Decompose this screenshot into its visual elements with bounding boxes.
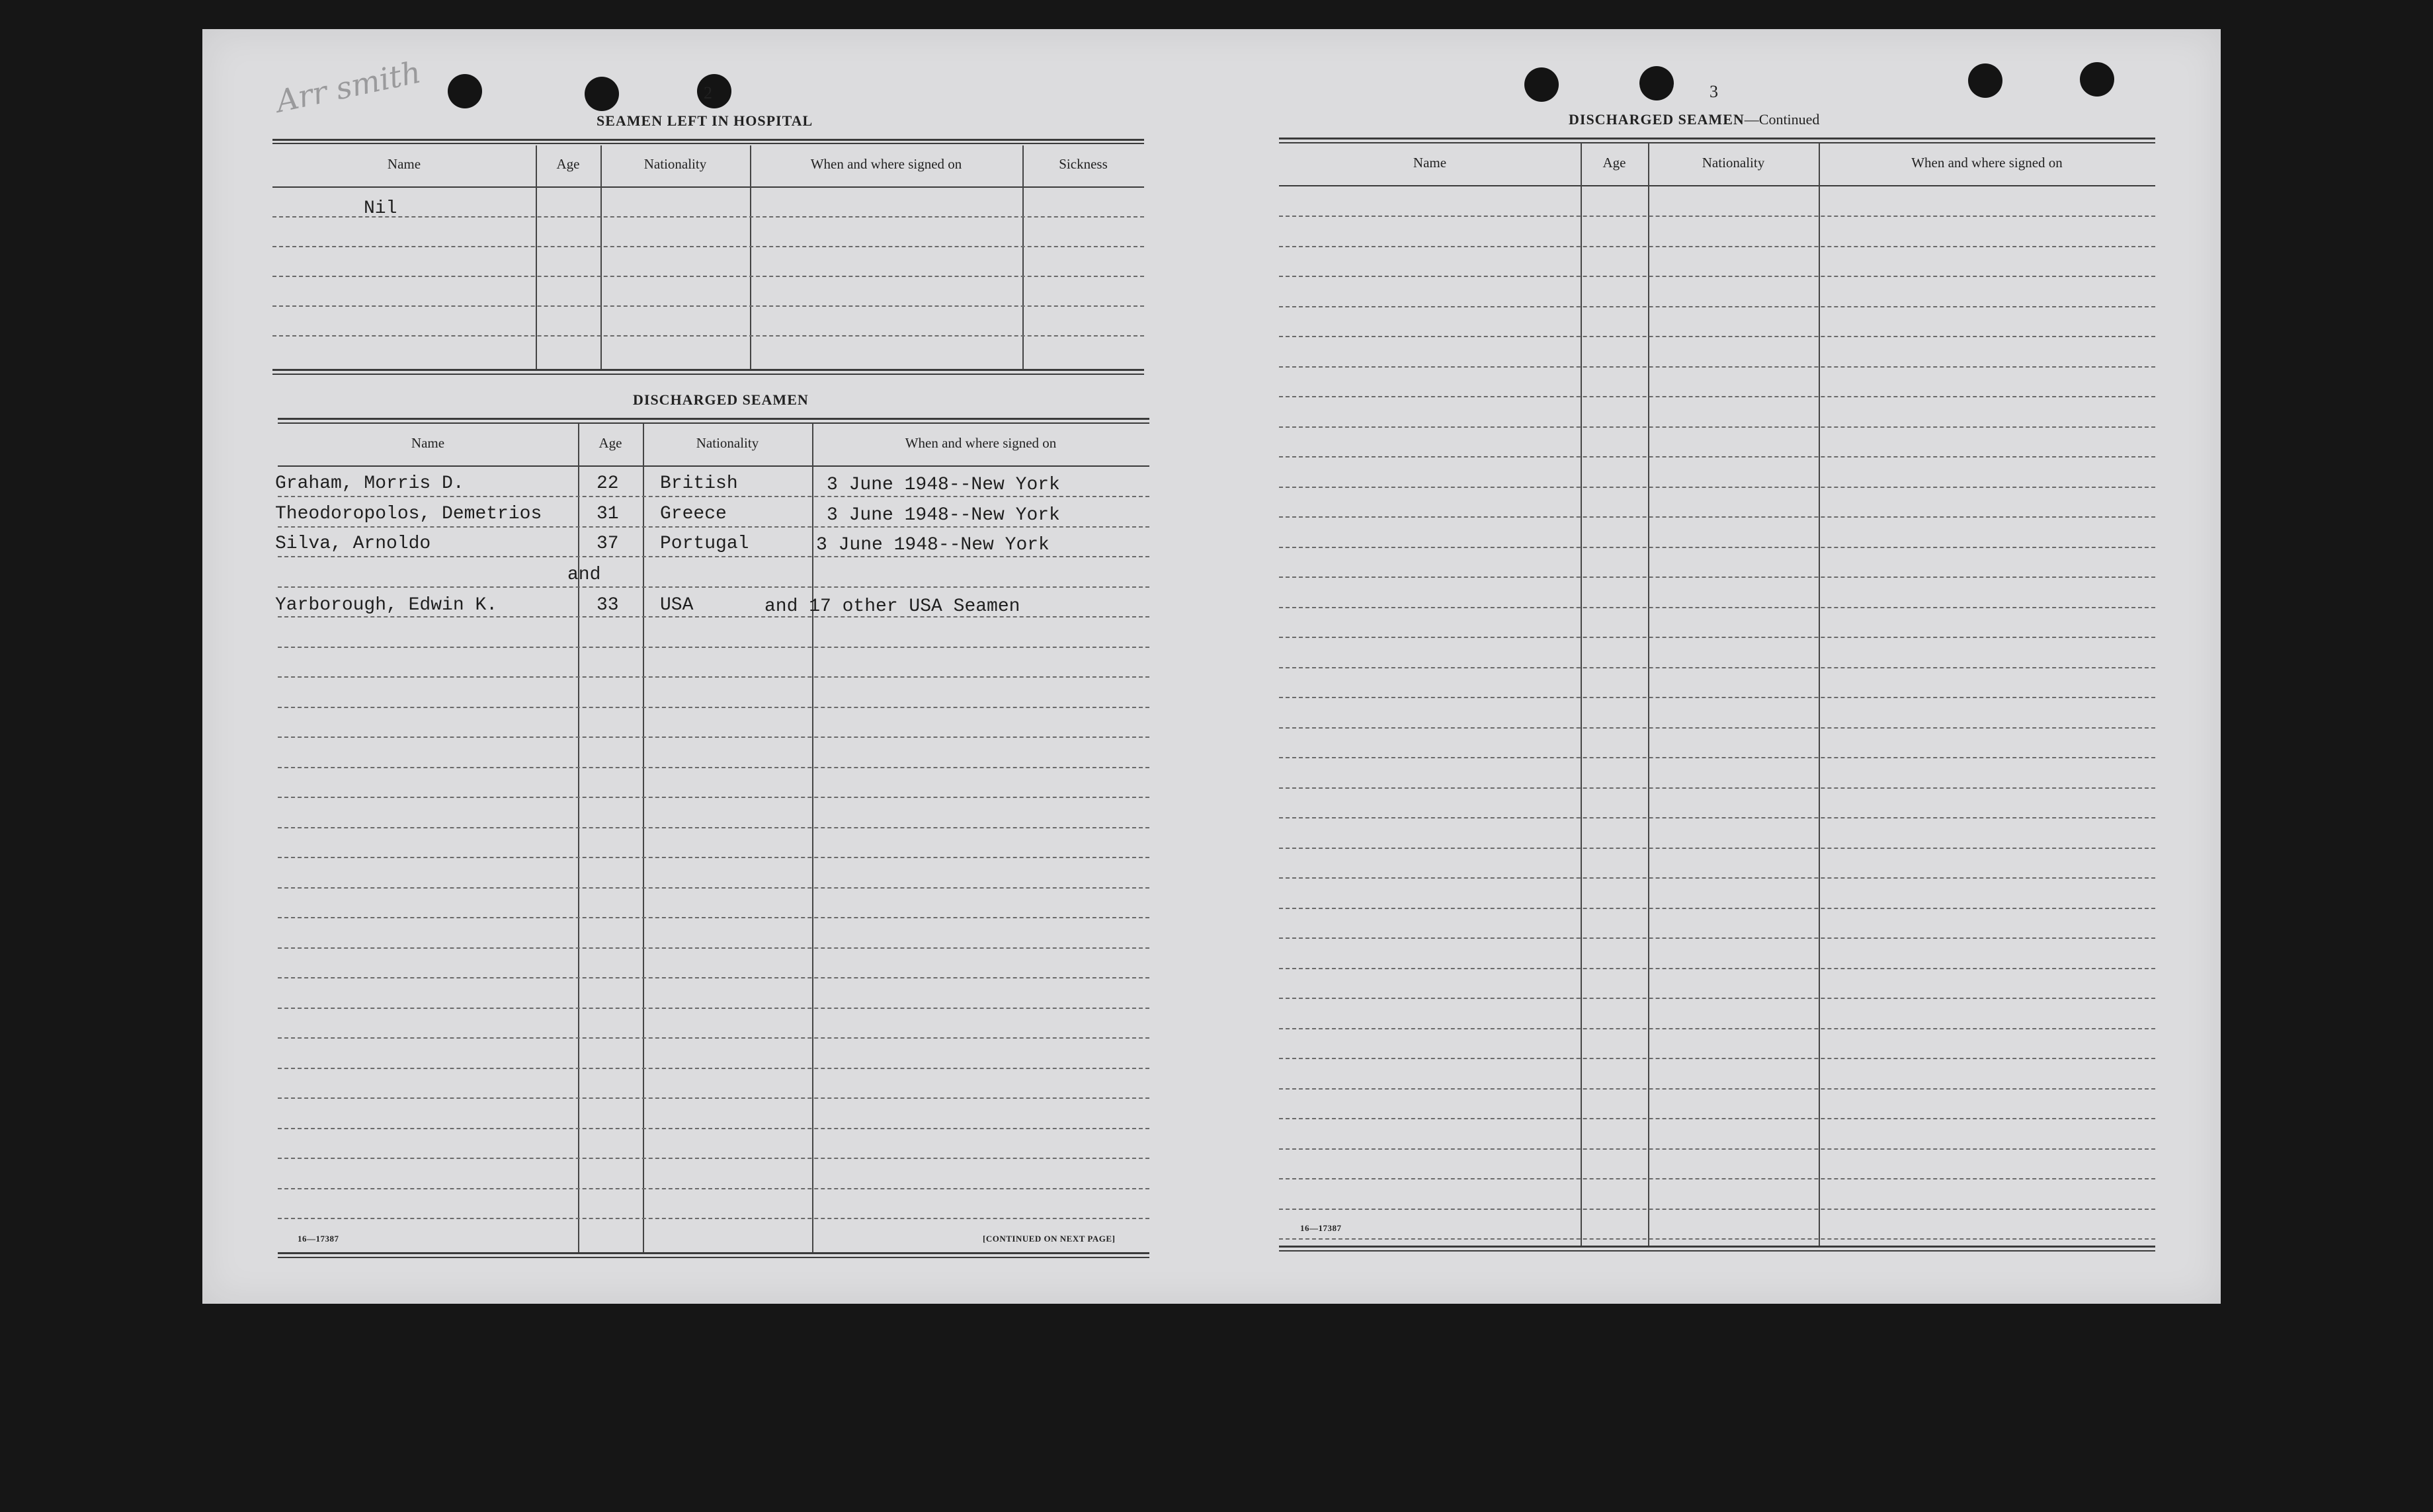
discharged-col-name: Name [411,435,445,451]
table-row-5-age: 33 [597,595,619,616]
ruled-line [1279,487,2155,488]
page-number-left: 2 [704,83,712,102]
punch-hole-left-1 [448,74,482,108]
table-row-3-signed: 3 June 1948--New York [816,535,1050,555]
ruled-line [1279,968,2155,969]
ruled-line [1279,848,2155,849]
discharged-continued-title [1569,111,1819,128]
table-row-5-nationality: USA [660,595,694,616]
ruled-line [1279,787,2155,789]
form-number-right: 16—17387 [1300,1223,1342,1233]
table-row-2-age: 31 [597,504,619,524]
table-row-2-nationality: Greece [660,504,727,524]
ruled-line [1279,817,2155,818]
ruled-line [278,586,1149,588]
ruled-line [1279,607,2155,608]
ruled-line [1279,757,2155,758]
ruled-line [1279,336,2155,337]
ruled-line [278,797,1149,798]
table-row-1-age: 22 [597,473,619,494]
ruled-line [278,827,1149,828]
form-number-left: 16—17387 [298,1234,339,1244]
ruled-line [1279,1238,2155,1240]
ruled-line [278,1097,1149,1099]
ruled-line [278,887,1149,889]
ruled-line [278,707,1149,708]
ruled-line [1279,276,2155,277]
table-row-2-signed: 3 June 1948--New York [827,505,1060,526]
table-row-1-name: Graham, Morris D. [275,473,464,494]
table-row-1-nationality: British [660,473,738,494]
ruled-line [278,1158,1149,1159]
punch-hole-right-3 [1968,63,2002,98]
ruled-line [1279,246,2155,247]
ruled-line [278,977,1149,978]
discharged-continued-suffix: —Continued [1744,111,1820,128]
discharged-continued-title-text: DISCHARGED SEAMEN [1569,111,1745,128]
ruled-line [1279,998,2155,999]
continued-col-age: Age [1602,155,1626,171]
table-row-4-connector: and [567,565,601,585]
hospital-col-signed: When and where signed on [810,156,962,172]
hospital-col-nationality: Nationality [643,156,707,172]
ruled-line [1279,877,2155,879]
hospital-entry-nil: Nil [364,198,397,219]
table-row-3-name: Silva, Arnoldo [275,534,431,554]
continued-note: [CONTINUED ON NEXT PAGE] [983,1234,1116,1244]
ruled-line [278,767,1149,768]
continued-col-name: Name [1413,155,1447,171]
punch-hole-right-4 [2080,62,2114,97]
handwritten-annotation: Arr smith [272,54,425,120]
ruled-line [1279,908,2155,909]
ruled-line [1279,577,2155,578]
punch-hole-right-1 [1524,67,1559,102]
page-number-right: 3 [1710,82,1718,101]
ruled-line [1279,1088,2155,1090]
ruled-line [1279,727,2155,729]
ruled-line [1279,1148,2155,1150]
ruled-line [278,917,1149,918]
ruled-line [1279,547,2155,548]
ruled-line [1279,216,2155,217]
ruled-line [278,1188,1149,1189]
continued-col-nationality: Nationality [1702,155,1765,171]
punch-hole-right-2 [1639,66,1674,100]
ruled-line [1279,1118,2155,1119]
discharged-col-signed: When and where signed on [905,435,1057,451]
ruled-line [1279,456,2155,458]
ruled-line [278,496,1149,497]
ruled-line [278,1218,1149,1219]
ruled-line [1279,667,2155,668]
ruled-line [1279,1028,2155,1029]
continued-col-signed: When and where signed on [1911,155,2063,171]
hospital-col-age: Age [556,156,580,172]
ruled-line [278,1128,1149,1129]
table-row-5-name: Yarborough, Edwin K. [275,595,498,616]
hospital-col-sickness: Sickness [1059,156,1108,172]
ruled-line [278,647,1149,648]
ruled-line [278,947,1149,949]
discharged-section-title: DISCHARGED SEAMEN [633,391,809,408]
ruled-line [1279,426,2155,428]
table-row-5-signed: and 17 other USA Seamen [764,596,1020,617]
document-sheet [202,29,2221,1304]
discharged-col-nationality: Nationality [696,435,759,451]
hospital-section-title: SEAMEN LEFT IN HOSPITAL [597,112,813,129]
ruled-line [278,1037,1149,1039]
ruled-line [1279,1178,2155,1179]
ruled-line [278,556,1149,557]
punch-hole-left-2 [585,77,619,111]
ruled-line [278,857,1149,858]
hospital-col-name: Name [387,156,421,172]
ruled-line [278,676,1149,678]
ruled-line [278,1008,1149,1009]
ruled-line [1279,697,2155,698]
table-row-3-age: 37 [597,534,619,554]
ruled-line [1279,516,2155,518]
ruled-line [278,736,1149,738]
table-row-2-name: Theodoropolos, Demetrios [275,504,542,524]
ruled-line [278,1068,1149,1069]
ruled-line [1279,937,2155,939]
ruled-line [1279,306,2155,307]
ruled-line [1279,1058,2155,1059]
ruled-line [1279,396,2155,397]
discharged-col-age: Age [598,435,622,451]
punch-hole-left-3 [697,74,731,108]
table-row-1-signed: 3 June 1948--New York [827,475,1060,495]
ruled-line [1279,366,2155,368]
table-row-3-nationality: Portugal [660,534,749,554]
ruled-line [1279,1209,2155,1210]
ruled-line [1279,637,2155,638]
ruled-line [278,526,1149,528]
